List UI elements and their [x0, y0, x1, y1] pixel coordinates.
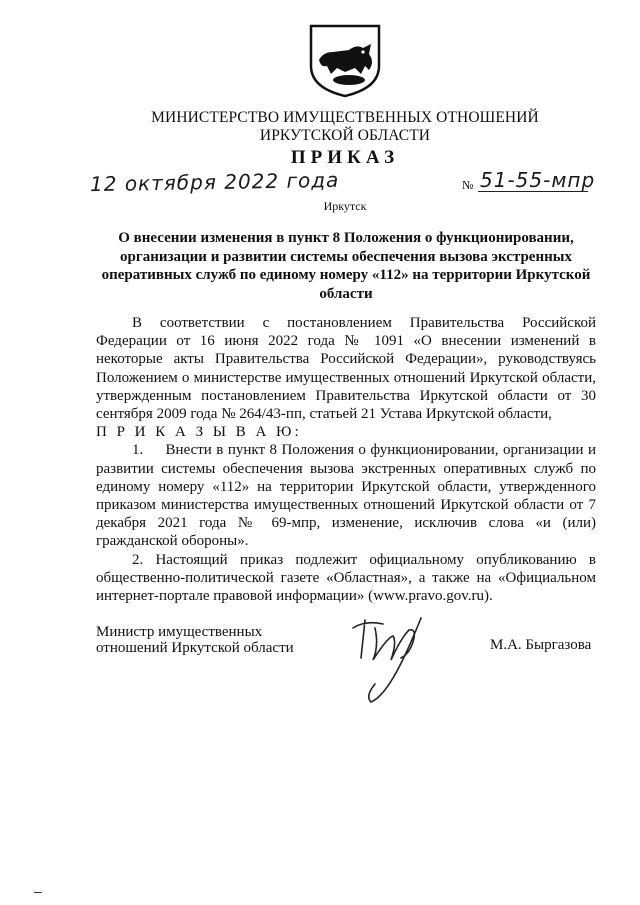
order-item-1: 1. Внести в пункт 8 Положения о функционировании, организации и развитии системы обеспечения вызова экстренных оперативных служб по единому номеру «112» на территории Иркутской области, утвержденного приказом министерства имущественных отношений Иркутской области от 7 декабря 2021 года № 69-мпр, изменение, исключив слова «и (или) гражданской обороны». [96, 442, 596, 550]
order-item-2: 2. Настоящий приказ подлежит официальному опубликованию в общественно-политической газете «Областная», а также на «Официальном интернет-портале правовой информации» (www.pravo.gov.ru). [96, 551, 596, 605]
decree-line: П Р И К А З Ы В А Ю: [96, 424, 302, 441]
footer-dash [34, 892, 42, 893]
ministry-name [100, 109, 590, 145]
signatory-name: М.А. Быргазова [490, 637, 592, 653]
handwritten-date: 12 октября 2022 года [89, 167, 340, 197]
ministry-line-1: МИНИСТЕРСТВО ИМУЩЕСТВЕННЫХ ОТНОШЕНИЙ [151, 109, 539, 126]
preamble-paragraph: В соответствии с постановлением Правительства Российской Федерации от 16 июня 2022 года № 1091 «О внесении изменений в некоторые акты Правительства Российской Федерации», руководствуясь Положением о министерстве имущественных отношений Иркутской области, утвержденным постановлением Правительства Иркутской области от 30 сентября 2009 года № 264/43-пп, статьей 21 Устава Иркутской области, [96, 315, 596, 423]
coat-of-arms-emblem [305, 22, 385, 98]
order-body [96, 314, 596, 605]
city-label: Иркутск [323, 199, 367, 213]
handwritten-order-number: 51-55-мпр [480, 168, 596, 192]
number-underline [478, 191, 588, 192]
order-subject: О внесении изменения в пункт 8 Положения о функционировании, организации и развитии системы обеспечения вызова экстренных оперативных служб по единому номеру «112» на территории Иркутской области [101, 230, 591, 302]
document-type-title: ПРИКАЗ [290, 147, 400, 168]
signatory-title-line-2: отношений Иркутской области [96, 640, 294, 656]
number-sign: № [462, 178, 474, 192]
signatory-title [96, 624, 294, 656]
ministry-line-2: ИРКУТСКОЙ ОБЛАСТИ [259, 127, 431, 144]
signatory-title-line-1: Министр имущественных [96, 624, 263, 640]
handwritten-signature [335, 598, 440, 708]
